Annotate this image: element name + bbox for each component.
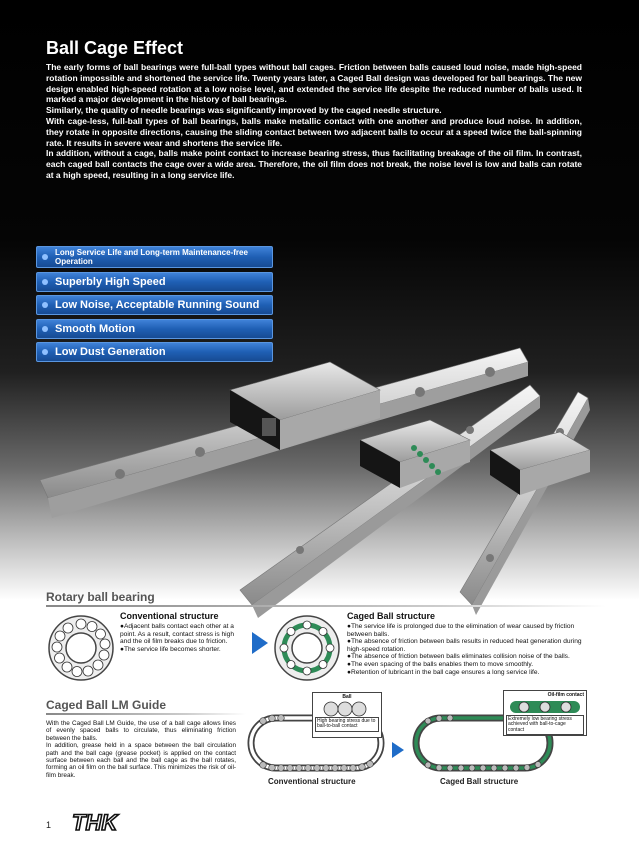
feature-badge-low-noise xyxy=(36,295,273,315)
conventional-point: ●Adjacent balls contact each other at a point. As a result, contact stress is high and the oil film breaks due to friction. xyxy=(120,623,234,646)
ball-contact-icon xyxy=(315,701,379,717)
bullet-icon xyxy=(42,254,48,260)
caged-point: ●The absence of friction between balls results in reduced heat generation during high-speed rotation. xyxy=(347,638,582,653)
caged-heading: Caged Ball structure xyxy=(347,611,436,621)
feature-label: Low Dust Generation xyxy=(55,346,166,358)
guide-block-medium xyxy=(360,420,470,488)
intro-paragraph-2: Similarly, the quality of needle bearings was significantly improved by the caged needle structure. xyxy=(46,105,442,116)
thk-logo xyxy=(72,810,142,834)
feature-badge-long-life xyxy=(36,246,273,268)
caged-ball-icon xyxy=(506,699,584,715)
logo-text: THK xyxy=(72,810,118,834)
page-number: 1 xyxy=(46,820,52,830)
intro-paragraph-1: The early forms of ball bearings were full-ball types without ball cages. Friction between balls caused loud noise, made high-speed rotation impossible and shortened the service life. Twenty years later, a Caged Ball design was developed for ball bearings. The new design enabled high-speed rotation at a low noise level, and extended the service life despite the reduced number of balls used. It marked a major development in the history of ball bearings. xyxy=(46,62,582,105)
caged-caption: Caged Ball structure xyxy=(440,777,519,786)
lm-guide-product-illustration xyxy=(0,330,639,620)
bullet-icon xyxy=(42,302,48,308)
caged-point: ●The absence of friction between balls eliminates collision noise of the balls. xyxy=(347,653,570,661)
page-title: Ball Cage Effect xyxy=(46,38,184,58)
intro-paragraph-4: In addition, without a cage, balls make point contact to increase bearing stress, thus facilitating breakage of the oil film. In contrast, each caged ball contacts the cage over a wide area. Therefore, the oil film does not break, the noise level is low and balls can rotate at a high speed, resulting in a long service life. xyxy=(46,148,582,180)
conventional-point: ●The service life becomes shorter. xyxy=(120,645,221,653)
caged-callout xyxy=(503,690,587,736)
rotary-section-rule xyxy=(46,605,606,607)
caged-point: ●The even spacing of the balls enables them to move smoothly. xyxy=(347,660,534,668)
caged-points xyxy=(347,623,587,676)
callout-ball-text: High bearing stress due to ball-to-ball contact xyxy=(315,717,379,732)
conventional-points xyxy=(120,623,246,653)
guide-block-small xyxy=(490,432,590,495)
feature-label: Superbly High Speed xyxy=(55,275,166,288)
lm-paragraph-2: In addition, grease held in a space between the ball circulation path and the ball cage (grease pocket) is applied on the contact surface between each ball and the ball cage as the ball rotates, forming an oil film on the ball surface. This minimizes the risk of oil-film break. xyxy=(46,742,236,779)
feature-badge-high-speed xyxy=(36,272,273,292)
intro-paragraph-3: With cage-less, full-ball types of ball bearings, balls make metallic contact with one another and produce loud noise. In addition, they rotate in opposite directions, causing the sliding contact between two adjacent balls to occur at a speed twice the ball-spinning rate. It results in severe wear and shortens the service life. xyxy=(46,115,582,148)
feature-label: Smooth Motion xyxy=(55,322,136,335)
feature-label: Long Service Life and Long-term Maintenance-free Operation xyxy=(55,248,248,266)
conventional-caption: Conventional structure xyxy=(268,777,356,786)
bullet-icon xyxy=(42,279,48,285)
lm-section-rule xyxy=(46,713,246,715)
conventional-bearing-diagram xyxy=(46,613,116,683)
intro-text xyxy=(46,62,582,181)
lm-paragraph-1: With the Caged Ball LM Guide, the use of a ball cage allows lines of evenly spaced balls to circulate, thus eliminating friction between the balls. xyxy=(46,720,236,742)
lm-section-title: Caged Ball LM Guide xyxy=(46,698,167,712)
feature-label: Low Noise, Acceptable Running Sound xyxy=(55,299,260,311)
caged-bearing-diagram xyxy=(272,613,342,683)
callout-ball-label: Ball xyxy=(342,694,352,700)
conventional-heading: Conventional structure xyxy=(120,611,219,621)
caged-point: ●Retention of lubricant in the ball cage ensures a long service life. xyxy=(347,668,540,676)
callout-oil-film-text: Extremely low bearing stress achieved with ball-to-cage contact xyxy=(506,715,584,736)
rotary-section-title: Rotary ball bearing xyxy=(46,590,155,604)
conventional-callout xyxy=(312,692,382,738)
arrow-right-icon xyxy=(252,632,268,654)
caged-point: ●The service life is prolonged due to the elimination of wear caused by friction between balls. xyxy=(347,623,575,638)
callout-oil-film-label: Oil-film contact xyxy=(547,692,584,698)
lm-description xyxy=(46,720,236,779)
arrow-right-icon xyxy=(392,742,404,758)
